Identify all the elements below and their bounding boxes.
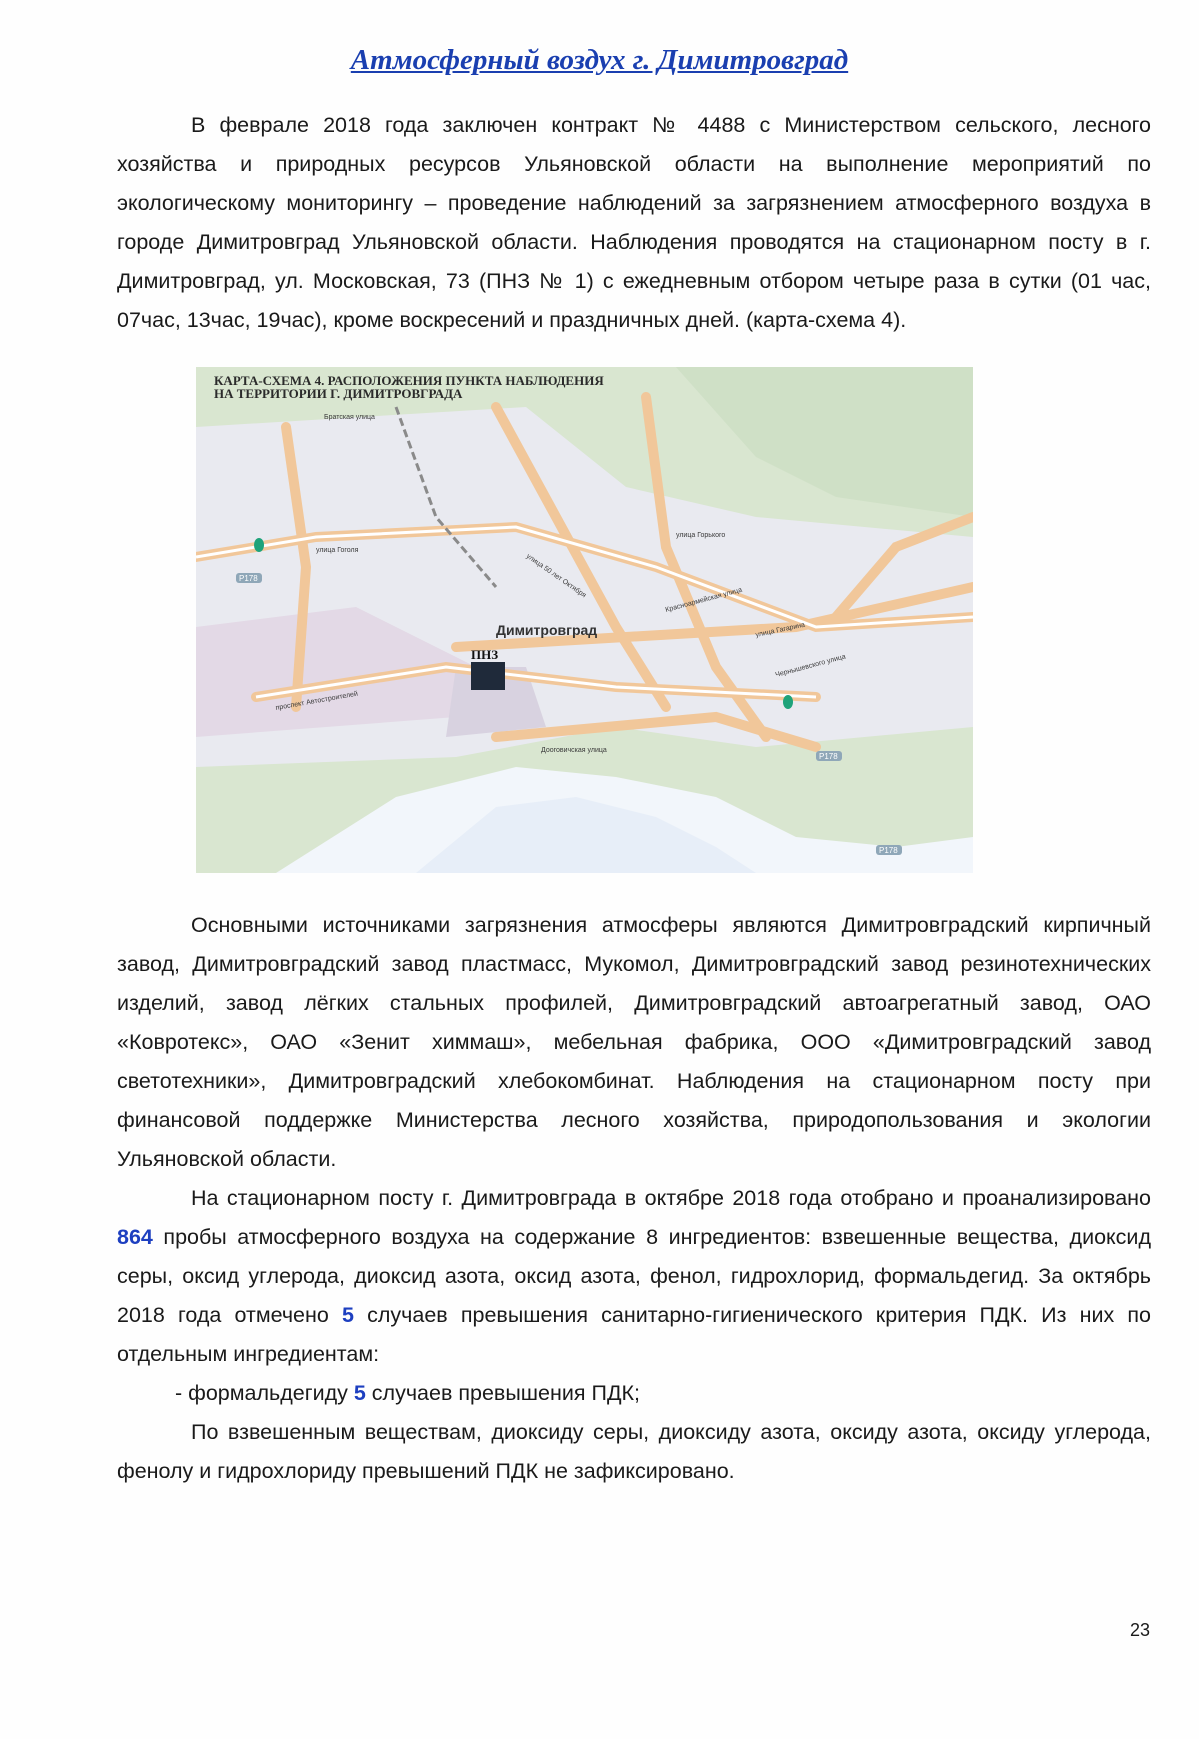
exceedance-count: 5 [342, 1303, 354, 1327]
map-city-label: Димитровград [496, 622, 598, 638]
street-label-gogolya: улица Гоголя [316, 547, 359, 554]
bullet-text-a: - формальдегиду [175, 1381, 354, 1405]
page-number: 23 [1130, 1620, 1151, 1640]
no-exceedance-paragraph: По взвешенным веществам, диоксиду серы, диоксиду азота, оксиду азота, оксиду углерода, фенолу и гидрохлориду превышений ПДК не зафиксировано. [117, 1420, 1151, 1483]
street-label-50let: улица 50 лет Октября [524, 552, 588, 600]
road-badge: P178 [879, 846, 898, 855]
map-caption-line2: НА ТЕРРИТОРИИ Г. ДИМИТРОВГРАДА [214, 386, 463, 401]
results-text-c: случаев превышения санитарно-гигиенического критерия ПДК. Из них по отдельным ингредиентам: [117, 1303, 1152, 1366]
street-label-bratskaya: Братская улица [324, 414, 375, 421]
sources-paragraph: Основными источниками загрязнения атмосферы являются Димитровградский кирпичный завод, Димитровградский завод пластмасс, Мукомол, Димитровградский завод резинотехнических изделий, завод лёгких стальных профилей, Димитровградский автоагрегатный завод, ОАО «Ковротекс», ОАО «Зенит химмаш», мебельная фабрика, ООО «Димитровградский завод светотехники», Димитровградский хлебокомбинат. Наблюдения на стационарном посту при финансовой поддержке Министерства лесного хозяйства, природопользования и экологии Ульяновской области. [117, 913, 1151, 1171]
page-title: Атмосферный воздух г. Димитровград [350, 44, 849, 76]
street-label-gagarina: улица Гагарина [754, 621, 806, 639]
results-paragraph [117, 1179, 1151, 1374]
formaldehyde-bullet [117, 1374, 1151, 1413]
street-label-krasnoarmeyskaya: Красноармейская улица [664, 586, 743, 614]
results-text-a: На стационарном посту г. Димитровграда в октябре 2018 года отобрано и проанализировано [191, 1186, 1151, 1210]
formaldehyde-count: 5 [353, 1381, 366, 1405]
results-text-b: пробы атмосферного воздуха на содержание 8 ингредиентов: взвешенные вещества, диоксид серы, оксид углерода, диоксид азота, оксид азота, фенол, гидрохлорид, формальдегид. За октябрь 2018 года отмечено [117, 1225, 1151, 1327]
street-label-avtostroiteley: проспект Автостроителей [275, 690, 359, 712]
monitoring-post-label: ПНЗ [471, 647, 499, 662]
bullet-text-b: случаев превышения ПДК; [365, 1381, 641, 1405]
map-caption-line1: КАРТА-СХЕМА 4. РАСПОЛОЖЕНИЯ ПУНКТА НАБЛЮДЕНИЯ [214, 373, 604, 388]
sources-paragraph-block [117, 906, 1151, 1491]
map-figure [196, 367, 973, 873]
street-label-dogobichskaya: Дооговичская улица [541, 747, 607, 754]
monitoring-post-marker [471, 662, 505, 690]
road-badge: P178 [239, 574, 258, 583]
street-label-chernyshevskogo: Чернышевского улица [774, 653, 847, 679]
map-image [196, 367, 973, 873]
road-badge: P178 [819, 752, 838, 761]
street-label-gornogo: улица Горького [676, 532, 726, 539]
samples-count: 864 [117, 1225, 153, 1249]
intro-paragraph: В феврале 2018 года заключен контракт № 4488 с Министерством сельского, лесного хозяйства и природных ресурсов Ульяновской области на выполнение мероприятий по экологическому мониторингу – проведение наблюдений за загрязнением атмосферного воздуха в городе Димитровград Ульяновской области. Наблюдения проводятся на стационарном посту в г. Димитровград, ул. Московская, 73 (ПНЗ № 1) с ежедневным отбором четыре раза в сутки (01 час, 07час, 13час, 19час), кроме воскресений и праздничных дней. (карта-схема 4). [117, 113, 1151, 332]
intro-paragraph-block [117, 106, 1151, 340]
